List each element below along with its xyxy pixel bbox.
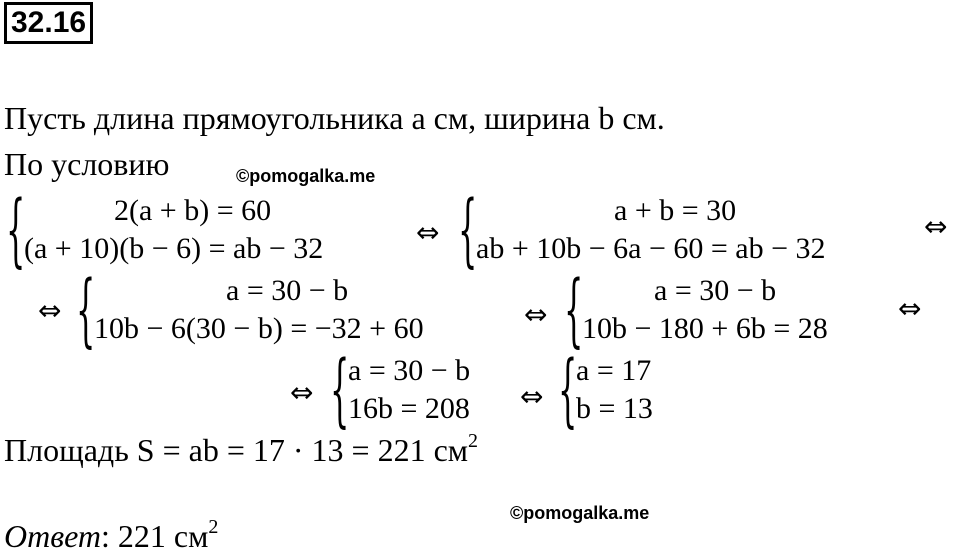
area-label: Площадь bbox=[4, 432, 129, 468]
equivalence-icon: ⇔ bbox=[898, 292, 922, 325]
problem-number: 32.16 bbox=[4, 2, 93, 44]
system-row: a = 30 − b bbox=[226, 274, 349, 307]
brace-icon: { bbox=[458, 183, 478, 276]
answer-value: 221 см bbox=[117, 518, 209, 554]
equation-system-2 bbox=[458, 183, 918, 276]
system-row: a = 30 − b bbox=[654, 274, 777, 307]
equation-system-3 bbox=[76, 263, 516, 356]
equation-system-5 bbox=[330, 343, 510, 436]
answer-label: Ответ bbox=[4, 518, 101, 554]
equivalence-icon: ⇔ bbox=[290, 376, 314, 409]
equation-system-6 bbox=[558, 343, 688, 436]
intro-line-1: Пусть длина прямоугольника a см, ширина b см. bbox=[4, 100, 665, 136]
system-row: a = 17 bbox=[576, 354, 652, 387]
brace-icon: { bbox=[330, 343, 350, 436]
watermark: ©pomogalka.me bbox=[236, 166, 376, 186]
intro-line-2: По условию bbox=[4, 146, 170, 182]
equivalence-icon: ⇔ bbox=[520, 380, 544, 413]
watermark: ©pomogalka.me bbox=[510, 503, 650, 523]
equation-system-4 bbox=[564, 263, 894, 356]
system-row: ab + 10b − 6a − 60 = ab − 32 bbox=[476, 232, 826, 265]
system-row: 10b − 180 + 6b = 28 bbox=[582, 312, 828, 345]
system-row: 16b = 208 bbox=[348, 392, 470, 425]
equivalence-icon: ⇔ bbox=[924, 210, 948, 243]
equivalence-icon: ⇔ bbox=[38, 294, 62, 327]
brace-icon: { bbox=[76, 263, 96, 356]
answer-line bbox=[4, 518, 218, 554]
equivalence-icon: ⇔ bbox=[524, 298, 548, 331]
brace-icon: { bbox=[558, 343, 578, 436]
answer-exponent: 2 bbox=[208, 516, 219, 538]
area-exponent: 2 bbox=[468, 430, 479, 452]
system-row: b = 13 bbox=[576, 392, 653, 425]
system-row: (a + 10)(b − 6) = ab − 32 bbox=[24, 232, 324, 265]
answer-separator: : bbox=[101, 518, 110, 554]
area-line bbox=[4, 432, 478, 468]
system-row: 10b − 6(30 − b) = −32 + 60 bbox=[94, 312, 424, 345]
brace-icon: { bbox=[6, 183, 26, 276]
system-row: a + b = 30 bbox=[614, 194, 737, 227]
equation-system-1 bbox=[6, 183, 410, 276]
area-expression: S = ab = 17 · 13 = 221 см bbox=[136, 432, 469, 468]
system-row: a = 30 − b bbox=[348, 354, 471, 387]
system-row: 2(a + b) = 60 bbox=[114, 194, 272, 227]
brace-icon: { bbox=[564, 263, 584, 356]
equivalence-icon: ⇔ bbox=[416, 216, 440, 249]
